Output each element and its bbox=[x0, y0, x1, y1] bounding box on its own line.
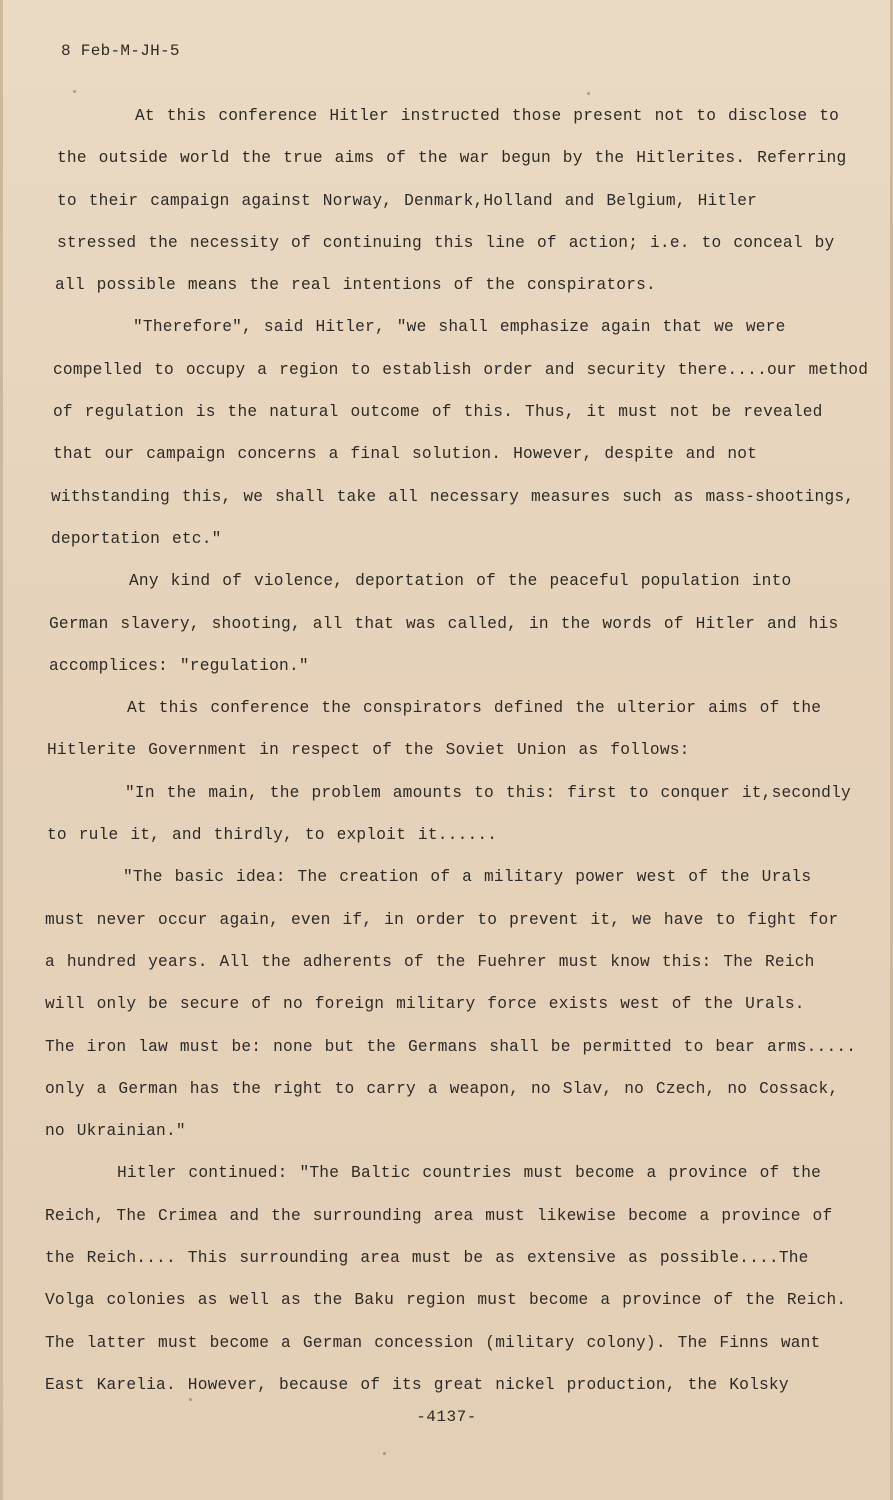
text-line: all possible means the real intentions of the conspirators. bbox=[55, 276, 656, 295]
paper-speck bbox=[73, 90, 76, 93]
text-line: Volga colonies as well as the Baku region must become a province of the Reich. bbox=[45, 1291, 847, 1310]
paper-speck bbox=[189, 1398, 192, 1401]
text-line: stressed the necessity of continuing this line of action; i.e. to conceal by bbox=[57, 233, 835, 252]
text-line: the Reich.... This surrounding area must be as extensive as possible....The bbox=[45, 1249, 809, 1268]
text-line: no Ukrainian." bbox=[45, 1122, 186, 1141]
text-line: The iron law must be: none but the Germans shall be permitted to bear arms..... bbox=[45, 1037, 857, 1056]
text-line: At this conference the conspirators defined the ulterior aims of the bbox=[127, 699, 822, 718]
text-line: Any kind of violence, deportation of the peaceful population into bbox=[129, 572, 792, 591]
text-line: The latter must become a German concession (military colony). The Finns want bbox=[45, 1333, 821, 1352]
paper-speck bbox=[383, 1452, 386, 1455]
document-body bbox=[45, 102, 869, 1413]
text-line: Reich, The Crimea and the surrounding area must likewise become a province of bbox=[45, 1206, 833, 1225]
text-line: to rule it, and thirdly, to exploit it...... bbox=[47, 826, 498, 845]
text-line: At this conference Hitler instructed those present not to disclose to bbox=[135, 107, 840, 125]
text-line: compelled to occupy a region to establish order and security there....our method bbox=[53, 360, 869, 379]
document-reference: 8 Feb-M-JH-5 bbox=[61, 42, 180, 60]
text-line: withstanding this, we shall take all necessary measures such as mass-shootings, bbox=[51, 487, 855, 506]
paper-speck bbox=[587, 92, 590, 95]
text-line: to their campaign against Norway, Denmark,Holland and Belgium, Hitler bbox=[57, 191, 758, 210]
text-line: "Therefore", said Hitler, "we shall emphasize again that we were bbox=[133, 318, 786, 337]
text-line: that our campaign concerns a final solution. However, despite and not bbox=[53, 445, 758, 464]
text-line: will only be secure of no foreign military force exists west of the Urals. bbox=[45, 995, 805, 1014]
text-line: deportation etc." bbox=[51, 529, 222, 548]
text-line: accomplices: "regulation." bbox=[49, 656, 309, 675]
text-line: must never occur again, even if, in order to prevent it, we have to fight for bbox=[45, 910, 839, 929]
text-line: Hitler continued: "The Baltic countries must become a province of the bbox=[117, 1164, 822, 1183]
text-line: only a German has the right to carry a weapon, no Slav, no Czech, no Cossack, bbox=[45, 1079, 839, 1098]
text-line: "The basic idea: The creation of a military power west of the Urals bbox=[123, 868, 812, 887]
text-line: the outside world the true aims of the war begun by the Hitlerites. Referring bbox=[57, 149, 847, 168]
text-line: a hundred years. All the adherents of the Fuehrer must know this: The Reich bbox=[45, 952, 815, 971]
text-line: "In the main, the problem amounts to this: first to conquer it,secondly bbox=[125, 783, 851, 802]
text-line: Hitlerite Government in respect of the Soviet Union as follows: bbox=[47, 741, 690, 760]
text-line: of regulation is the natural outcome of this. Thus, it must not be revealed bbox=[53, 403, 823, 422]
text-line: German slavery, shooting, all that was called, in the words of Hitler and his bbox=[49, 614, 839, 633]
text-line: East Karelia. However, because of its great nickel production, the Kolsky bbox=[45, 1375, 789, 1394]
page-number: -4137- bbox=[416, 1408, 477, 1426]
